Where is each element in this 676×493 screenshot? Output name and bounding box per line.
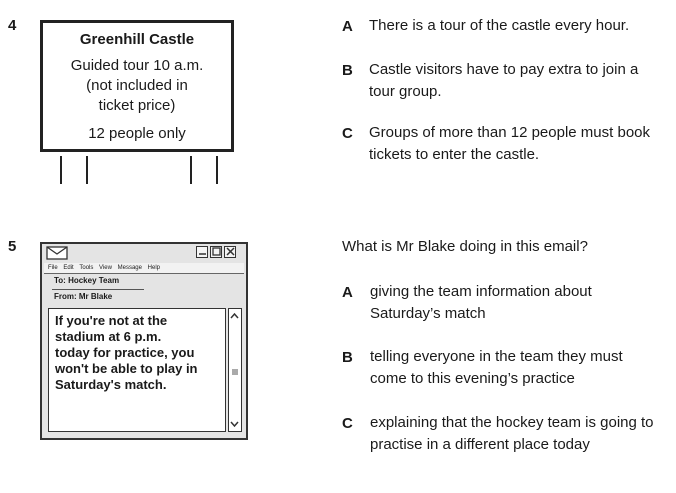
q4-option-b-letter[interactable]: B bbox=[342, 62, 353, 79]
email-body-line-3: today for practice, you bbox=[55, 345, 195, 360]
q4-option-b-line2[interactable]: tour group. bbox=[369, 83, 442, 100]
q4-option-c-line2[interactable]: tickets to enter the castle. bbox=[369, 146, 540, 163]
close-icon[interactable] bbox=[224, 246, 236, 258]
sign-line-4: 12 people only bbox=[88, 125, 186, 142]
sign-line-1: Guided tour 10 a.m. bbox=[70, 57, 204, 74]
menu-view[interactable]: View bbox=[99, 265, 112, 271]
menu-bar bbox=[44, 263, 244, 274]
sign-post bbox=[86, 156, 88, 184]
sign-line-2: (not included in bbox=[86, 77, 188, 94]
menu-help[interactable]: Help bbox=[147, 265, 160, 271]
minimize-icon[interactable] bbox=[196, 246, 208, 258]
question-number-4: 4 bbox=[8, 17, 17, 34]
menu-file[interactable]: File bbox=[48, 265, 58, 271]
castle-sign bbox=[40, 20, 234, 152]
sign-post bbox=[190, 156, 192, 184]
q5-option-a-line1[interactable]: giving the team information about bbox=[370, 283, 592, 300]
menu-edit[interactable]: Edit bbox=[63, 265, 74, 271]
q5-option-b-line2[interactable]: come to this evening’s practice bbox=[370, 370, 575, 387]
q4-option-a-text[interactable]: There is a tour of the castle every hour. bbox=[369, 17, 630, 34]
q5-option-c-line2[interactable]: practise in a different place today bbox=[370, 436, 590, 453]
q5-option-c-letter[interactable]: C bbox=[342, 415, 353, 432]
q5-option-b-line1[interactable]: telling everyone in the team they must bbox=[370, 348, 623, 365]
q4-option-c-line1[interactable]: Groups of more than 12 people must book bbox=[369, 124, 651, 141]
email-from: From: Mr Blake bbox=[54, 292, 113, 301]
q5-option-b-letter[interactable]: B bbox=[342, 349, 353, 366]
q4-option-c-letter[interactable]: C bbox=[342, 125, 353, 142]
scrollbar[interactable] bbox=[228, 308, 242, 432]
menu-message[interactable]: Message bbox=[117, 265, 142, 271]
email-window bbox=[40, 242, 248, 440]
email-body-line-4: won't be able to play in bbox=[55, 361, 198, 376]
q5-option-c-line1[interactable]: explaining that the hockey team is going to bbox=[370, 414, 654, 431]
question-number-5: 5 bbox=[8, 238, 17, 255]
email-body-line-1: If you're not at the bbox=[55, 313, 168, 328]
q5-option-a-letter[interactable]: A bbox=[342, 284, 353, 301]
chevron-down-icon[interactable] bbox=[229, 417, 240, 435]
q4-option-b-line1[interactable]: Castle visitors have to pay extra to join a bbox=[369, 61, 639, 78]
q5-option-a-line2[interactable]: Saturday’s match bbox=[370, 305, 486, 322]
maximize-icon[interactable] bbox=[210, 246, 222, 258]
email-body-line-5: Saturday's match. bbox=[55, 377, 167, 392]
chevron-up-icon[interactable] bbox=[229, 309, 240, 327]
email-body bbox=[48, 308, 226, 432]
sign-title: Greenhill Castle bbox=[79, 31, 195, 48]
q5-question: What is Mr Blake doing in this email? bbox=[342, 238, 588, 255]
email-to: To: Hockey Team bbox=[54, 276, 120, 285]
sign-post bbox=[216, 156, 218, 184]
sign-line-3: ticket price) bbox=[98, 97, 176, 114]
grip-icon[interactable] bbox=[232, 363, 238, 381]
q4-option-a-letter[interactable]: A bbox=[342, 18, 353, 35]
menu-tools[interactable]: Tools bbox=[79, 265, 94, 271]
to-underline bbox=[52, 289, 144, 290]
sign-post bbox=[60, 156, 62, 184]
email-body-line-2: stadium at 6 p.m. bbox=[55, 329, 162, 344]
